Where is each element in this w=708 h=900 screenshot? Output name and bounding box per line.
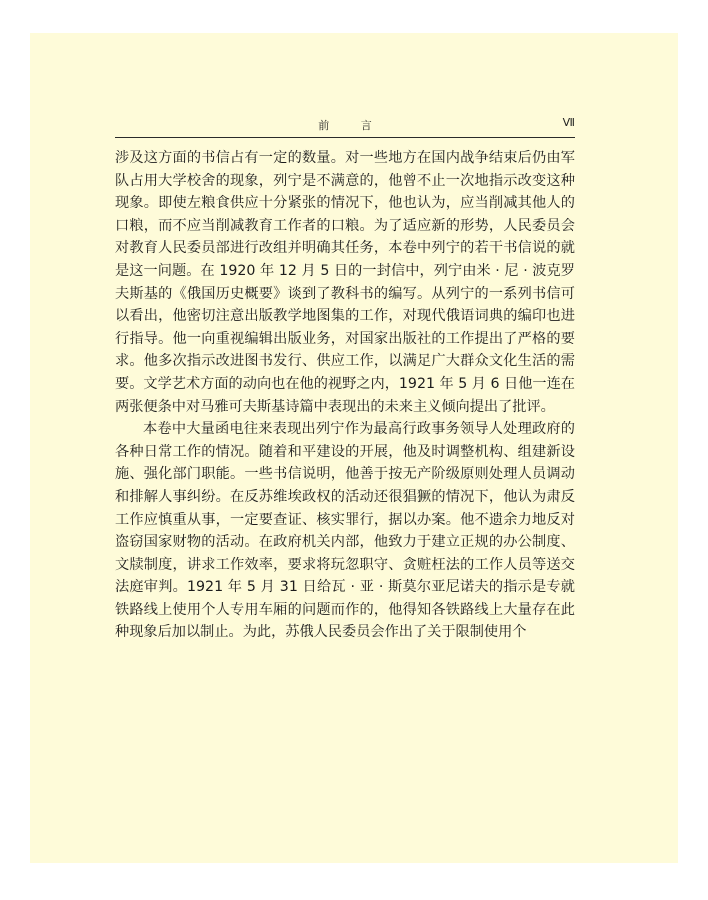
running-header	[115, 117, 575, 138]
paragraph-2: 本卷中大量函电往来表现出列宁作为最高行政事务领导人处理政府的各种日常工作的情况。随着和平建设的开展，他及时调整机构、组建新设施、强化部门职能。一些书信说明，他善于按无产阶级原则处理人员调动和排解人事纠纷。在反苏维埃政权的活动还很猖獗的情况下，他认为肃反工作应慎重从事，一定要查证、核实罪行，据以办案。他不遗余力地反对盗窃国家财物的活动。在政府机关内部，他致力于建立正规的办公制度、文牍制度，讲求工作效率，要求将玩忽职守、贪赃枉法的工作人员等送交法庭审判。1921 年 5 月 31 日给瓦 · 亚 · 斯莫尔亚尼诺夫的指示是专就铁路线上使用个人专用车厢的问题而作的，他得知各铁路线上大量存在此种现象后加以制止。为此，苏俄人民委员会作出了关于限制使用个	[115, 421, 575, 641]
header-title: 前 言	[318, 119, 386, 132]
paragraph-1: 涉及这方面的书信占有一定的数量。对一些地方在国内战争结束后仍由军队占用大学校舍的现象，列宁是不满意的，他曾不止一次地指示改变这种现象。即使左粮食供应十分紧张的情况下，他也认为，应当削减其他人的口粮，而不应当削减教育工作者的口粮。为了适应新的形势，人民委员会对教育人民委员部进行改组并明确其任务，本卷中列宁的若干书信说的就是这一问题。在 1920 年 12 月 5 日的一封信中，列宁由米 · 尼 · 波克罗夫斯基的《俄国历史概要》谈到了教科书的编写。从列宁的一系列书信可以看出，他密切注意出版教学地图集的工作，对现代俄语词典的编印也进行指导。他一向重视编辑出版业务，对国家出版社的工作提出了严格的要求。他多次指示改进图书发行、供应工作，以满足广大群众文化生活的需要。文学艺术方面的动向也在他的视野之内，1921 年 5 月 6 日他一连在两张便条中对马雅可夫斯基诗篇中表现出的未来主义倾向提出了批评。	[115, 150, 575, 415]
page-body	[115, 147, 575, 644]
page-number: Ⅶ	[562, 117, 575, 129]
